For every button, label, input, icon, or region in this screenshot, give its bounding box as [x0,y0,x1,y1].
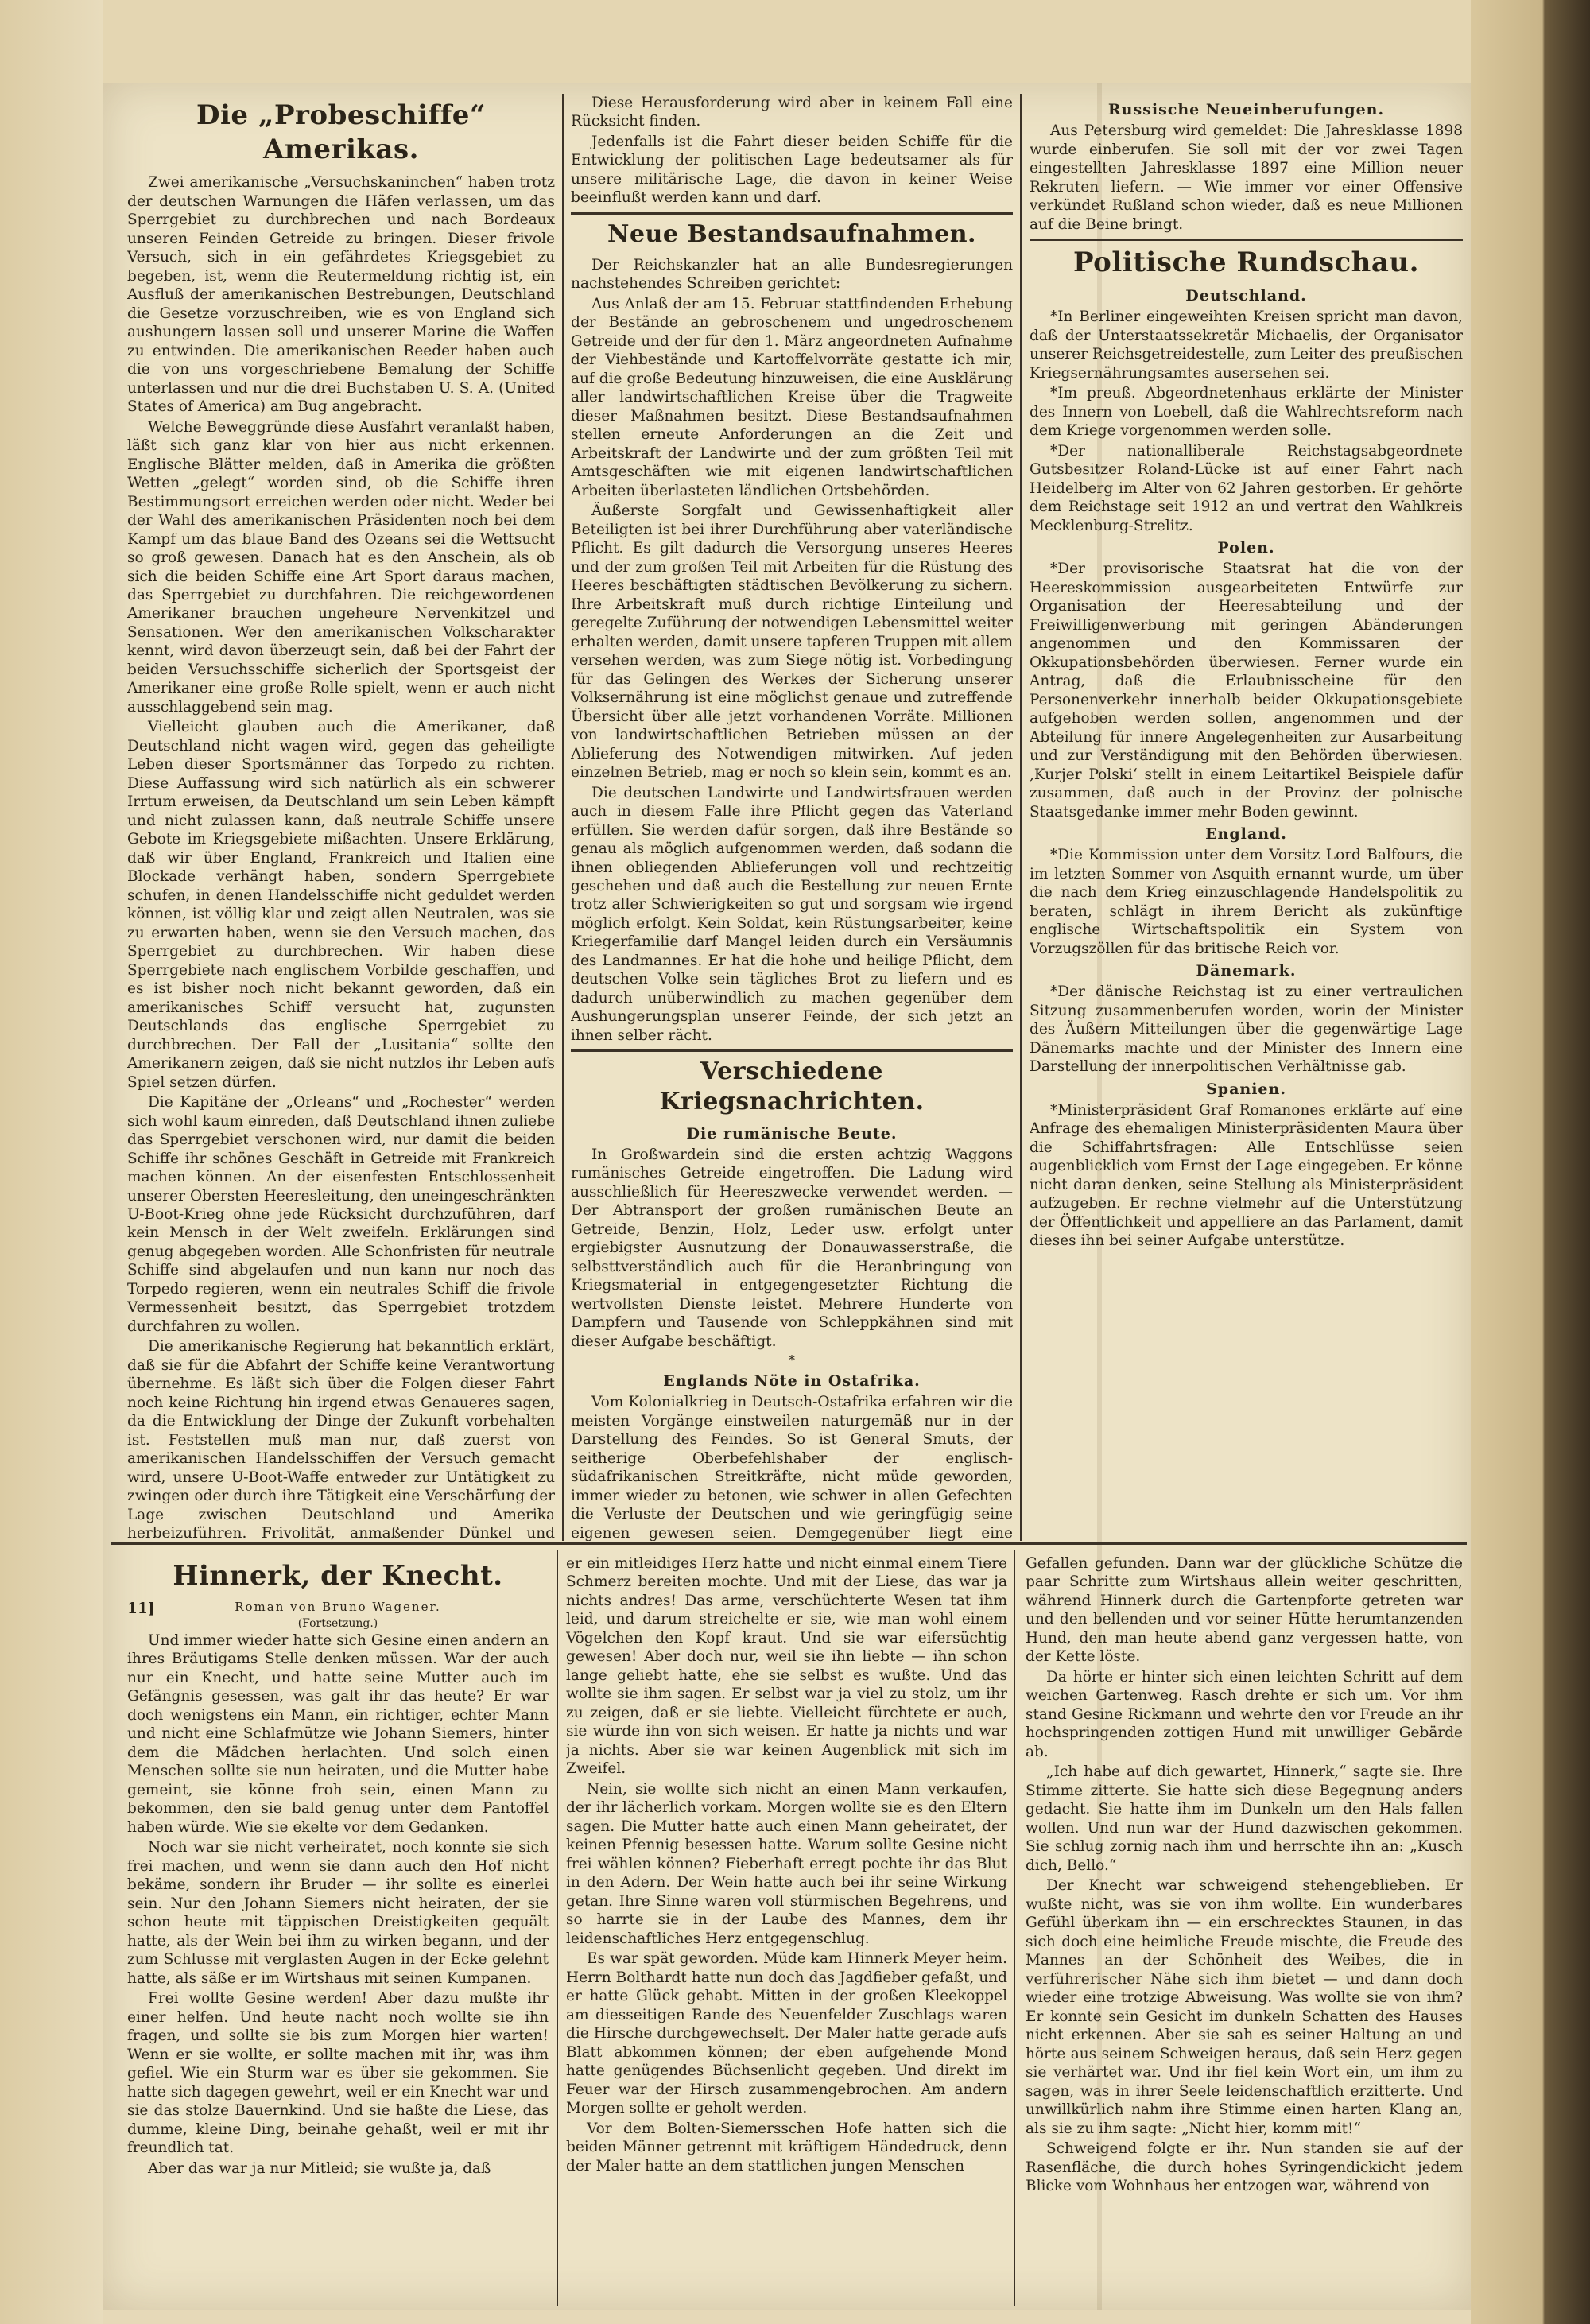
subhead-polen: Polen. [1217,539,1275,557]
column-rule-3 [556,1550,558,2306]
paragraph: Vielleicht glauben auch die Amerikaner, daß Deutschland nicht wagen wird, gegen das geheiligte Leben dieser Sportsmänner das Torpedo zu richten. Diese Auffassung wird sich natürlich als ein schwerer Irrtum erweisen, da Deutschland um sein Leben kämpft und nicht zulassen kann, daß neutrale Schiffe unsere Gebote im Kriegsgebiete mißachten. Unsere Erklärung, daß wir über England, Frankreich und Italien eine Blockade verhängt haben, sondern Sperrgebiete schufen, in denen Handelsschiffe nicht geduldet werden können, ist völlig klar und zeigt allen Neutralen, was sie zu erwarten haben, wenn sie den Versuch machen, das Sperrgebiet zu durchbrechen. Wir haben diese Sperrgebiete nach englischem Vorbilde geschaffen, und es ist bisher noch nicht bekannt geworden, daß ein amerikanisches Schiff versucht hat, zugunsten Deutschlands das englische Sperrgebiet zu durchbrechen. Der Fall der „Lusitania“ sollte den Amerikanern zeigen, daß sie nicht nutzlos ihr Leben aufs Spiel setzen dürfen. [127,719,555,1091]
subhead-deutschland: Deutschland. [1185,287,1307,305]
subhead-england: England. [1205,825,1287,844]
subhead-spanien: Spanien. [1206,1080,1286,1098]
paragraph: Die amerikanische Regierung hat bekanntlich erklärt, daß sie für die Abfahrt der Schiffe keine Verantwortung übernehme. Es läßt sich über die Folgen dieser Fahrt noch keine Richtung hin irgend etwas Genaueres sagen, da die Entwicklung der Dinge der Zukunft vorbehalten ist. Feststellen muß man nur, daß zuerst von amerikanischen Handelsschiffen der Versuch gemacht wird, unsere U-Boot-Waffe entweder zur Untätigkeit zu zwingen oder durch ihre Tätigkeit eine Verschärfung der Lage zwischen Deutschland und Amerika herbeizuführen. Frivolität, anmaßender Dünkel und [127,1338,555,1541]
paragraph: *Der nationalliberale Reichstagsabgeordnete Gutsbesitzer Roland-Lücke ist auf einer Fahrt nach Heidelberg im Alter von 62 Jahren gestorben. Er gehörte dem Reichstage seit 1912 an und vertrat den Wahlkreis Mecklenburg-Strelitz. [1030,442,1463,534]
novel-title: Hinnerk, der Knecht. [173,1560,503,1592]
paragraph: Nein, sie wollte sich nicht an einen Mann verkaufen, der ihr lächerlich vorkam. Morgen wollte sie es den Eltern sagen. Die Mutter hatte auch einen Mann geheiratet, der keinen Pfennig besessen hatte. Warum sollte Gesine nicht frei wählen können? Fieberhaft erregt pochte ihr das Blut in den Adern. Der Wein hatte auch bei ihr seine Wirkung getan. Ihre Sinne waren voll stürmischen Begehrens, und so harrte sie in der Laube des Mannes, dem ihr leidenschaftliches Herz entgegenschlug. [566,1780,1007,1947]
paragraph: Gefallen gefunden. Dann war der glückliche Schütze die paar Schritte zum Wirtshaus allein weiter geschritten, während Hinnerk durch die Gartenpforte getreten war und den bellenden und vor seiner Hütte herumtanzenden Hund, den man heute abend ganz vergessen hatte, von der Kette löste. [1026,1555,1463,1666]
paragraph: Noch war sie nicht verheiratet, noch konnte sie sich frei machen, und wenn sie dann auch den Hof nicht bekäme, sondern ihr Bruder — ihr sollte es einerlei sein. Nur den Johann Siemers nicht heiraten, der sie schon heute mit täppischen Dreistigkeiten gequält hatte, als der Wein bei ihm zu wirken begann, und der zum Schlusse mit verglasten Augen in der Ecke gelehnt hatte, als säße er im Wirtshaus mit seinen Kumpanen. [127,1839,549,1987]
paragraph: Äußerste Sorgfalt und Gewissenhaftigkeit aller Beteiligten ist bei ihrer Durchführung aber vaterländische Pflicht. Es gilt dadurch die Versorgung unseres Heeres und der zum großen Teil mit Arbeiten für die Rüstung des Heeres beschäftigten städtischen Bevölkerung zu sichern. Ihre Arbeitskraft muß durch richtige Einteilung und geregelte Zuführung der notwendigen Lebensmittel weiter erhalten werden, damit unsere tapferen Truppen mit allem versehen werden, was zum Siege nötig ist. Vorbedingung für das Gelingen des Werkes der Sicherung unserer Volksernährung ist eine möglichst genaue und zutreffende Übersicht über alle jetzt vorhandenen Vorräte. Millionen von landwirtschaftlichen Betrieben müssen an der Ablieferung des Notwendigen mitwirken. Auf jeden einzelnen Betrieb, mag er noch so klein sein, kommt es an. [571,502,1013,782]
column-rule-2 [1020,94,1022,1541]
paragraph: Es war spät geworden. Müde kam Hinnerk Meyer heim. Herrn Bolthardt hatte nun doch das Jagdfieber gefaßt, und er hatte Glück gehabt. Mitten in der großen Kleekoppel am diesseitigen Rande des Neuenfelder Zuschlags waren die Hirsche durchgewechselt. Der Maler hatte gerade aufs Blatt abkommen können; der eben aufgehende Mond hatte genügendes Büchsenlicht gegeben. Und direkt im Feuer war der Hirsch zusammengebrochen. Am andern Morgen sollte er geholt werden. [566,1950,1007,2117]
paragraph: Welche Beweggründe diese Ausfahrt veranlaßt haben, läßt sich ganz klar von hier aus nicht erkennen. Englische Blätter melden, daß in Amerika die größten Wetten „gelegt“ worden sind, ob die Schiffe ihren Bestimmungsort erreichen werden oder nicht. Weder bei der Wahl des amerikanischen Präsidenten noch bei dem Kampf um das blaue Band des Ozeans sei die Wettsucht so groß gewesen. Danach hat es den Anschein, als ob sich die beiden Schiffe eine Art Sport daraus machen, das Sperrgebiet zu durchfahren. Die reichgewordenen Amerikaner brauchen ungeheure Nervenkitzel und Sensationen. Wer den amerikanischen Volkscharakter kennt, wird davon überzeugt sein, daß bei der Fahrt der beiden Versuchsschiffe sicherlich der Sportsgeist der Amerikaner eine große Rolle spielt, wenn er auch nicht ausschlaggebend sein mag. [127,418,555,716]
page-top-margin [103,0,1471,83]
headline-bestandsaufnahmen: Neue Bestandsaufnahmen. [607,219,976,248]
headline-rundschau: Politische Rundschau. [1073,246,1419,279]
paragraph: Aber das war ja nur Mitleid; sie wußte ja, daß [148,2159,491,2177]
installment-number: 11] [127,1600,155,1618]
paragraph: Frei wollte Gesine werden! Aber dazu mußte ihr einer helfen. Und heute nacht noch wollte sie ihn fragen, und sollte sie bis zum Morgen hier warten! Wenn er sie wollte, er sollte machen mit ihr, was ihm gefiel. Wie ein Sturm war es über sie gekommen. Sie hatte sich dagegen gewehrt, weil er ein Knecht war und sie das stolze Bauernkind. Und sie haßte die Liese, das dumme, kleine Ding, beinahe gehaßt, weil er mit ihr freundlich tat. [127,1990,549,2157]
feuilleton-rule [111,1542,1467,1545]
paragraph: „Ich habe auf dich gewartet, Hinnerk,“ sagte sie. Ihre Stimme zitterte. Sie hatte sich diese Begegnung anders gedacht. Sie hatte ihm im Dunkeln um den Hals fallen wollen. Und nun war der Hund dazwischen gekommen. Sie schlug zornig nach ihm und herrschte ihn an: „Kusch dich, Bello.“ [1026,1763,1463,1874]
paragraph: Jedenfalls ist die Fahrt dieser beiden Schiffe für die Entwicklung der politischen Lage bedeutsamer als für unsere militärische Lage, die davon in keiner Weise beeinflußt werden kann und darf. [571,133,1013,207]
article-divider [1030,239,1463,241]
novel-column-3 [1026,1554,1463,2302]
paragraph: Der Reichskanzler hat an alle Bundesregierungen nachstehendes Schreiben gerichtet: [571,257,1013,293]
novel-continued: (Fortsetzung.) [297,1617,378,1631]
column-rule-1 [562,94,564,1541]
novel-column-2 [566,1554,1007,2302]
subhead-russland: Russische Neueinberufungen. [1107,101,1385,118]
paragraph: Da hörte er hinter sich einen leichten Schritt auf dem weichen Gartenweg. Rasch drehte er sich um. Vor ihm stand Gesine Rickmann und wehrte den vor Freude an ihr hochspringenden zottigen Hund mit unwilliger Gebärde ab. [1026,1668,1463,1760]
paragraph: Schweigend folgte er ihr. Nun standen sie auf der Rasenfläche, die durch hohes Syringendickicht jedem Blicke vom Wohnhaus her entzogen war, während von [1026,2140,1463,2194]
paragraph: Und immer wieder hatte sich Gesine einen andern an ihres Bräutigams Stelle denken müssen. War der auch nur ein Knecht, und hatte seine Mutter auch im Gefängnis gesessen, was galt ihr das heute? Er war doch wenigstens ein Mann, ein richtiger, echter Mann und nicht eine Schlafmütze wie Johann Siemers, hinter dem die Mädchen herlachten. Und solch einen Menschen sollte sie nun heiraten, und die Mutter habe gemeint, sie könne froh sein, einen Mann zu bekommen, den sie bald genug unter dem Pantoffel haben würde. Wie sie ekelte vor dem Gedanken. [127,1631,549,1836]
paragraph: Vor dem Bolten-Siemersschen Hofe hatten sich die beiden Männer getrennt mit kräftigem Händedruck, denn der Maler hatte an dem stattlichen jungen Menschen [566,2120,1007,2175]
book-spine-edge [1471,0,1590,2324]
paragraph: *Im preuß. Abgeordnetenhaus erklärte der Minister des Innern von Loebell, daß die Wahlrechtsreform nach dem Kriege vorgenommen werden solle. [1030,385,1463,440]
separator-star: * [789,1352,795,1368]
subhead-beute: Die rumänische Beute. [686,1124,898,1143]
paragraph: er ein mitleidiges Herz hatte und nicht einmal einem Tiere Schmerz bereiten mochte. Und mit der Liese, das war ja nichts andres! Das arme, verschüchterte Wesen tat ihm leid, und darum streichelte er sie, wie man wohl einem Vögelchen den Kopf kraut. Und sie war eifersüchtig gewesen! Aber doch nur, weil sie ihn liebte — ihn schon lange geliebt hatte, ehe sie selbst es wußte. Und das wollte sie ihm sagen. Er selbst war ja viel zu stolz, um ihr zu zeigen, daß er sie liebte. Vielleicht fürchtete er auch, sie würde ihn von sich weisen. Er hatte ja nichts und war ja nichts. Aber sie war keinen Augenblick mit sich im Zweifel. [566,1555,1007,1778]
paragraph: Vom Kolonialkrieg in Deutsch-Ostafrika erfahren wir die meisten Vorgänge einstweilen naturgemäß nur in der Darstellung des Feindes. So ist General Smuts, der seitherige Oberbefehlshaber der englisch-südafrikanischen Streitkräfte, nicht müde geworden, immer wieder zu betonen, wie schwer in allen Gefechten die Verluste der Deutschen und wie geringfügig seine eigenen gewesen seien. Demgegenüber liegt eine [571,1394,1013,1541]
subhead-daenemark: Dänemark. [1196,962,1297,980]
column-rule-4 [1014,1550,1015,2306]
novel-column-1 [127,1554,549,2302]
paragraph: *Der dänische Reichstag ist zu einer vertraulichen Sitzung zusammenberufen worden, worin der Minister des Äußern Mitteilungen über die gegenwärtige Lage Dänemarks machte und der Minister des Innern eine Darstellung der innerpolitischen Verhältnisse gab. [1030,984,1463,1076]
paragraph: *Die Kommission unter dem Vorsitz Lord Balfours, die im letzten Sommer von Asquith ernannt wurde, um über die nach dem Krieg einzuschlagende Handelspolitik zu beraten, schlägt in ihrem Bericht als zukünftige englische Wirtschaftspolitik ein System von Vorzugszöllen für das britische Reich vor. [1030,847,1463,957]
subhead-ostafrika: Englands Nöte in Ostafrika. [663,1372,921,1391]
headline-probeschiffe: Die „Probeschiffe“ Amerikas. [196,99,486,166]
paragraph: Aus Anlaß der am 15. Februar stattfindenden Erhebung der Bestände an gebroschenem und ungedroschenem Getreide und der für den 1. März angeordneten Aufnahme der Viehbestände und Kartoffelvorräte gestatte ich mir, auf die große Bedeutung hinzuweisen, die eine Ausklärung aller landwirtschaftlichen Kreise über die Tragweite dieser Maßnahmen besitzt. Diese Bestandsaufnahmen stellen erneute Anforderungen an die Zeit und Arbeitskraft der Landwirte und der zum größten Teil mit Amtsgeschäften wie mit eigenen landwirtschaftlichen Arbeiten überlasteten ländlichen Ortsbehörden. [571,295,1013,499]
column-1 [127,94,555,1541]
paragraph: In Großwardein sind die ersten achtzig Waggons rumänisches Getreide eingetroffen. Die Ladung wird ausschließlich für Heereszwecke verwendet werden. — Der Abtransport der großen rumänischen Beute an Getreide, Benzin, Holz, Leder usw. erfolgt unter ergiebigster Ausnutzung der Donauwasserstraße, die selbsttverständlich auch für die Heranbringung von Kriegsmaterial in entgegengesetzter Richtung die wertvollsten Dienste leistet. Mehrere Hunderte von Dampfern und Tausende von Schleppkähnen sind mit dieser Aufgabe beschäftigt. [571,1146,1013,1350]
column-3 [1030,94,1463,1541]
article-divider [571,1049,1013,1052]
article-divider [571,212,1013,215]
column-2 [571,94,1013,1541]
paragraph: *In Berliner eingeweihten Kreisen spricht man davon, daß der Unterstaatssekretär Michaelis, der Organisator unserer Reichsgetreidestelle, zum Leiter des preußischen Kriegsernährungsamtes ausersehen sei. [1030,308,1463,382]
paragraph: Aus Petersburg wird gemeldet: Die Jahresklasse 1898 wurde einberufen. Sie soll mit der vor zwei Tagen eingestellten Jahresklasse 1897 eine Million neuer Rekruten liefern. — Wie immer vor einer Offensive verkündet Rußland schon wieder, daß es neue Millionen auf die Beine bringt. [1030,122,1463,233]
paragraph: Der Knecht war schweigend stehengeblieben. Er wußte nicht, was sie von ihm wollte. Ein wunderbares Gefühl überkam ihn — ein erschrecktes Staunen, in das sich doch eine heimliche Freude mischte, die Freude des Mannes an der Schönheit des Weibes, die in verführerischer Nähe sich ihm bietet — und dann doch wieder eine trotzige Abweisung. Was wollte sie von ihm? Er konnte sein Gesicht im dunkeln Schatten des Hauses nicht erkennen. Aber sie sah es seiner Haltung an und hörte aus seinem Schweigen heraus, daß sein Herz gegen sie verhärtet war. Und ihr fiel kein Wort ein, um ihm zu sagen, was in ihrer Seele leidenschaftlich erzitterte. Und unwillkürlich nahm ihre Stimme einen harten Klang an, als sie zu ihm sagte: „Nicht hier, komm mit!“ [1026,1877,1463,2137]
book-binding-edge [0,0,103,2324]
novel-author: Roman von Bruno Wagener. [235,1600,441,1615]
paragraph: Diese Herausforderung wird aber in keinem Fall eine Rücksicht finden. [571,95,1013,130]
paragraph: Die deutschen Landwirte und Landwirtsfrauen werden auch in diesem Falle ihre Pflicht gegen das Vaterland erfüllen. Sie werden dafür sorgen, daß ihre Bestände so genau als möglich aufgenommen werden, daß sodann die ihnen obliegenden Ablieferungen voll und rechtzeitig geschehen und daß auch die Bestellung zur neuen Ernte trotz aller Schwierigkeiten so gut und sorgsam wie irgend möglich erfolgt. Kein Soldat, kein Rüstungsarbeiter, keine Kriegerfamilie darf Mangel leiden durch ein Versäumnis des Landmannes. Er hat die hohe und heilige Pflicht, dem deutschen Volke sein tägliches Brot zu liefern und es dadurch unüberwindlich zu machen gegenüber dem Aushungerungsplan unserer Feinde, der sich jetzt an ihnen selber rächt. [571,784,1013,1044]
headline-kriegsnachrichten: Verschiedene Kriegsnachrichten. [659,1057,925,1116]
paragraph: *Der provisorische Staatsrat hat die von der Heereskommission ausgearbeiteten Entwürfe zur Organisation der Heeresabteilung und der Freiwilligenwerbung mit geringen Abänderungen angenommen und den Kommissaren der Okkupationsbehörden überwiesen. Ferner wurde ein Antrag, daß die Erlaubnisscheine für den Personenverkehr innerhalb beider Okkupationsgebiete aufgehoben werden sollen, angenommen und der Abteilung für innere Angelegenheiten zur Ausarbeitung und zur Verständigung mit den Behörden überwiesen. ‚Kurjer Polski‘ stellt in einem Leitartikel Beispiele dafür zusammen, daß auch in der Provinz der polnische Staatsgedanke immer mehr Boden gewinnt. [1030,561,1463,821]
novel-byline [127,1600,549,1617]
paragraph: *Ministerpräsident Graf Romanones erklärte auf eine Anfrage des ehemaligen Ministerpräsidenten Maura über die Schiffahrtsfragen: Alle Entschlüsse seien augenblicklich vom Ernst der Lage eingegeben. Er könne nicht daran denken, seine Stellung als Ministerpräsident aufzugeben. Er rechne vielmehr auf die Unterstützung der Öffentlichkeit und appelliere an das Parlament, damit dieses ihn bei seiner Aufgabe unterstütze. [1030,1101,1463,1250]
paragraph: Zwei amerikanische „Versuchskaninchen“ haben trotz der deutschen Warnungen die Häfen verlassen, um das Sperrgebiet zu durchbrechen und nach Bordeaux unseren Feinden Getreide zu bringen. Dieser frivole Versuch, sich in ein gefährdetes Kriegsgebiet zu begeben, ist, wenn die Reutermeldung richtig ist, ein Ausfluß der amerikanischen Bestrebungen, Deutschland die Gesetze vorzuschreiben, wie es von England sich aushungern lassen soll und unserer Marine die Waffen zu entwinden. Die amerikanischen Reeder haben auch die von uns vorgeschriebene Bemalung der Schiffe unterlassen und nur die drei Buchstaben U. S. A. (United States of America) am Bug angebracht. [127,174,555,416]
paragraph: Die Kapitäne der „Orleans“ und „Rochester“ werden sich wohl kaum einreden, daß Deutschland ihnen zuliebe das Sperrgebiet verschonen wird, nur damit die beiden Schiffe ihr schönes Geschäft in Getreide mit Frankreich machen können. An der eisenfesten Entschlossenheit unserer Obersten Heeresleitung, den uneingeschränkten U-Boot-Krieg ohne jede Rücksicht durchzuführen, darf kein Mensch in der Welt zweifeln. Erklärungen sind genug abgegeben worden. Alle Schonfristen für neutrale Schiffe sind abgelaufen und nun kann nur noch das Torpedo regieren, wenn ein neutrales Schiff die frivole Vermessenheit besitzt, das Sperrgebiet trotzdem durchfahren zu wollen. [127,1094,555,1335]
